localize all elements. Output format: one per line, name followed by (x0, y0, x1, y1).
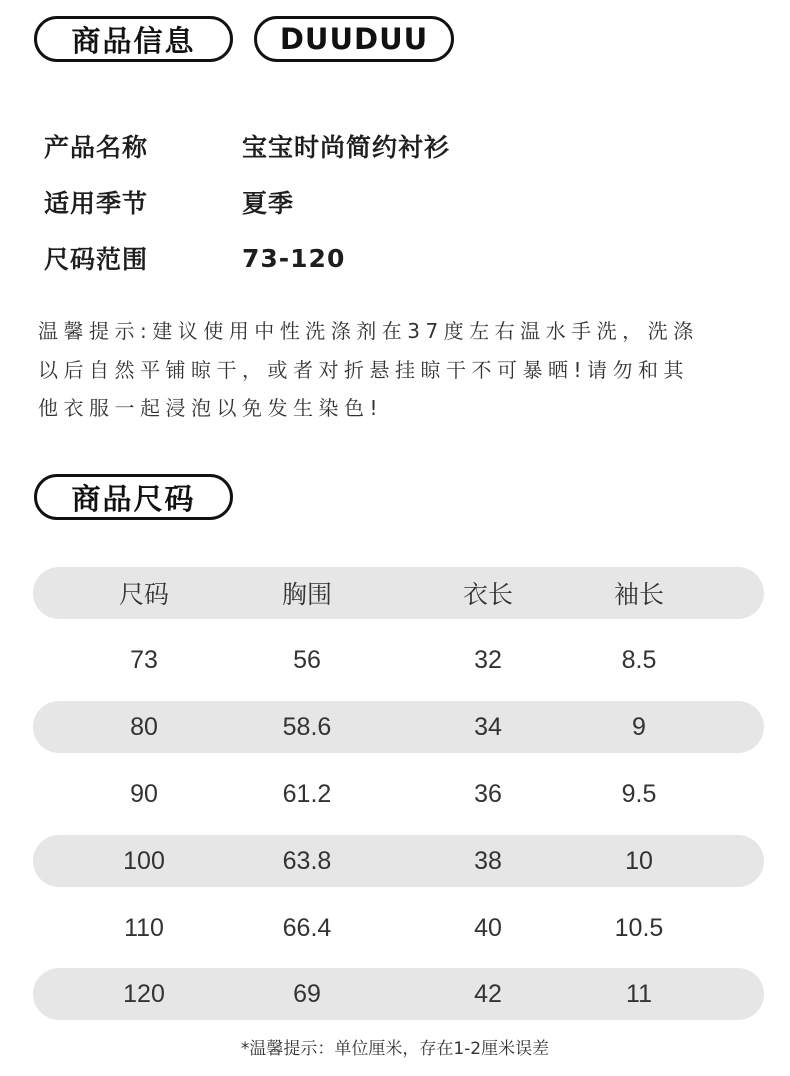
care-tips (38, 312, 758, 428)
table-cell: 100 (123, 846, 165, 875)
table-cell: 90 (130, 779, 158, 808)
table-cell: 11 (626, 979, 652, 1008)
info-value: 夏季 (242, 189, 295, 218)
table-cell: 36 (474, 779, 502, 808)
info-label: 产品名称 (44, 133, 149, 162)
table-cell: 61.2 (282, 779, 332, 808)
brand-logo: DUUDUU (254, 16, 454, 62)
table-row (0, 902, 790, 954)
table-row (0, 835, 790, 887)
table-cell: 56 (293, 645, 321, 674)
info-label: 尺码范围 (44, 245, 149, 274)
care-tips-line: 以后自然平铺晾干，或者对折悬挂晾干不可暴晒!请勿和其 (38, 357, 690, 382)
table-cell: 9 (632, 712, 646, 741)
table-cell: 73 (130, 645, 158, 674)
table-cell: 63.8 (282, 846, 332, 875)
table-cell: 8.5 (621, 645, 657, 674)
table-row (0, 634, 790, 686)
info-label: 适用季节 (44, 189, 149, 218)
table-cell: 9.5 (621, 779, 657, 808)
care-tips-line: 温馨提示:建议使用中性洗涤剂在37度左右温水手洗，洗涤 (38, 319, 699, 343)
table-cell: 40 (474, 913, 502, 942)
table-cell: 66.4 (282, 913, 332, 942)
column-header-sleeve: 袖长 (613, 581, 664, 609)
info-row-name (44, 126, 450, 166)
table-cell: 38 (474, 846, 502, 875)
table-row (0, 701, 790, 753)
table-cell: 80 (130, 712, 158, 741)
table-cell: 32 (474, 645, 502, 674)
size-footnote: *温馨提示：单位厘米，存在1-2厘米误差 (240, 1039, 550, 1059)
table-cell: 42 (474, 979, 502, 1008)
table-row (0, 968, 790, 1020)
table-cell: 69 (293, 979, 321, 1008)
info-row-season (44, 182, 294, 222)
table-row (0, 768, 790, 820)
table-cell: 110 (124, 913, 164, 942)
info-value: 宝宝时尚简约衬衫 (242, 133, 451, 162)
info-row-size-range (44, 238, 345, 278)
section-title-product-info: 商品信息 (34, 16, 233, 62)
care-tips-line: 他衣服一起浸泡以免发生染色! (38, 396, 384, 420)
info-value: 73-120 (242, 243, 346, 273)
column-header-chest: 胸围 (281, 581, 332, 609)
table-cell: 10.5 (614, 913, 664, 942)
table-cell: 10 (625, 846, 653, 875)
table-cell: 120 (123, 979, 165, 1008)
table-cell: 58.6 (282, 712, 332, 741)
table-header-row (0, 567, 790, 619)
column-header-length: 衣长 (462, 581, 513, 609)
section-title-size-chart: 商品尺码 (34, 474, 233, 520)
table-cell: 34 (474, 712, 502, 741)
column-header-size: 尺码 (118, 581, 169, 609)
